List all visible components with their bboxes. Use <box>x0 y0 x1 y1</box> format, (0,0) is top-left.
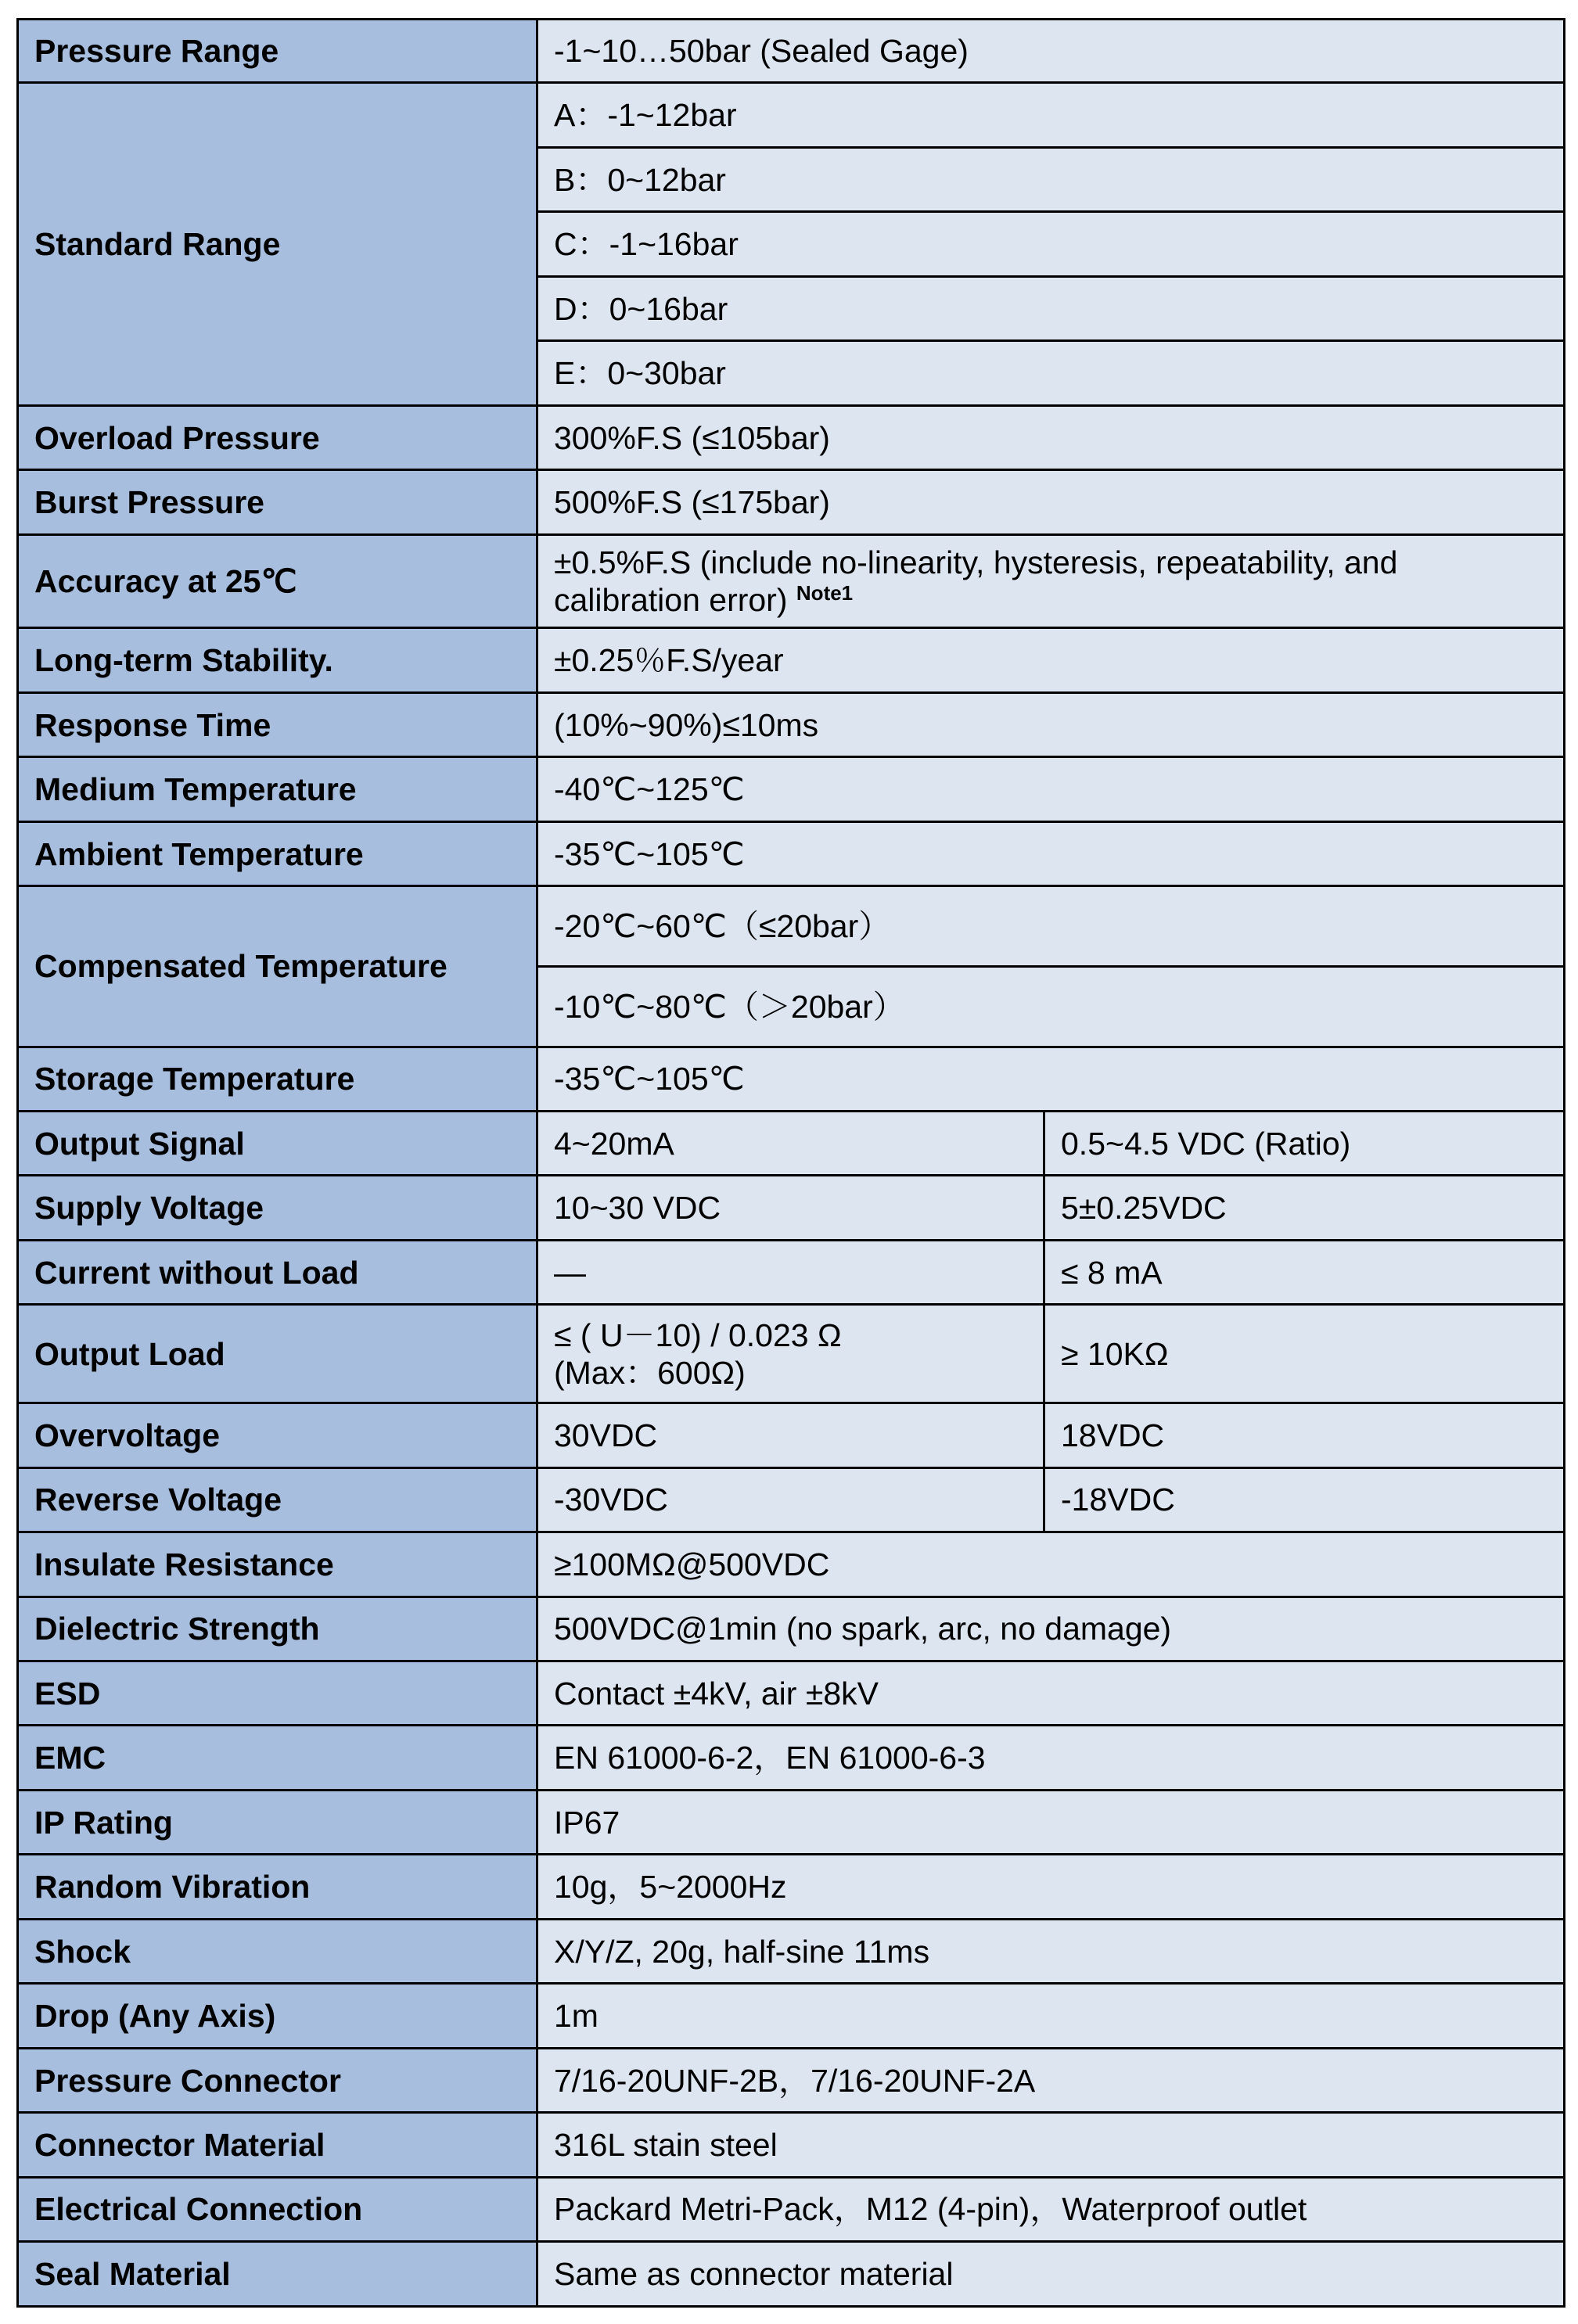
row-label: Supply Voltage <box>18 1176 537 1240</box>
row-label: Drop (Any Axis) <box>18 1984 537 2048</box>
table-row <box>18 1240 1565 1304</box>
voltage-output-value: 18VDC <box>1044 1403 1565 1467</box>
table-row <box>18 1726 1565 1790</box>
row-value: Packard Metri-Pack，M12 (4-pin)，Waterproof outlet <box>537 2177 1565 2241</box>
table-row <box>18 1403 1565 1467</box>
spec-table <box>16 18 1565 2308</box>
row-label: Burst Pressure <box>18 470 537 534</box>
table-row <box>18 1532 1565 1597</box>
table-row <box>18 83 1565 147</box>
table-row <box>18 821 1565 885</box>
row-value: B：0~12bar <box>537 147 1565 211</box>
table-row <box>18 1305 1565 1403</box>
row-label: Overvoltage <box>18 1403 537 1467</box>
table-row <box>18 628 1565 692</box>
row-label: Standard Range <box>18 83 537 405</box>
table-row <box>18 1919 1565 1983</box>
row-label: Electrical Connection <box>18 2177 537 2241</box>
current-output-value: 4~20mA <box>537 1111 1044 1175</box>
row-value: C：-1~16bar <box>537 212 1565 276</box>
table-row <box>18 20 1565 83</box>
value-text: calibration error) <box>554 582 788 619</box>
table-row <box>18 757 1565 821</box>
row-label: Seal Material <box>18 2242 537 2307</box>
row-label: Ambient Temperature <box>18 821 537 885</box>
row-label: Long-term Stability. <box>18 628 537 692</box>
row-value: 10g，5~2000Hz <box>537 1855 1565 1919</box>
row-value: -10℃~80℃（＞20bar） <box>537 966 1565 1047</box>
table-row <box>18 1790 1565 1854</box>
voltage-output-value: ≤ 8 mA <box>1044 1240 1565 1304</box>
row-value: 1m <box>537 1984 1565 2048</box>
voltage-output-value: 5±0.25VDC <box>1044 1176 1565 1240</box>
row-label: Reverse Voltage <box>18 1467 537 1532</box>
current-output-value: -30VDC <box>537 1467 1044 1532</box>
row-value: 300%F.S (≤105bar) <box>537 405 1565 469</box>
row-label: Pressure Range <box>18 20 537 83</box>
row-value: -35℃~105℃ <box>537 821 1565 885</box>
row-label: Compensated Temperature <box>18 886 537 1047</box>
row-value: EN 61000-6-2，EN 61000-6-3 <box>537 1726 1565 1790</box>
row-value: ±0.25％F.S/year <box>537 628 1565 692</box>
row-value: -35℃~105℃ <box>537 1047 1565 1111</box>
value-line: ≤ ( U－10) / 0.023 Ω <box>554 1316 842 1353</box>
table-row <box>18 1176 1565 1240</box>
table-row <box>18 1855 1565 1919</box>
current-output-value: — <box>537 1240 1044 1304</box>
row-value: X/Y/Z, 20g, half-sine 11ms <box>537 1919 1565 1983</box>
voltage-output-value: -18VDC <box>1044 1467 1565 1532</box>
row-label: Output Signal <box>18 1111 537 1175</box>
table-row <box>18 534 1565 628</box>
row-label: Accuracy at 25℃ <box>18 534 537 628</box>
table-row <box>18 1467 1565 1532</box>
row-value: -1~10…50bar (Sealed Gage) <box>537 20 1565 83</box>
row-value: -20℃~60℃（≤20bar） <box>537 886 1565 967</box>
row-value: 500VDC@1min (no spark, arc, no damage) <box>537 1597 1565 1661</box>
row-label: Current without Load <box>18 1240 537 1304</box>
table-row <box>18 1984 1565 2048</box>
row-label: Shock <box>18 1919 537 1983</box>
table-row <box>18 1597 1565 1661</box>
row-value: 500%F.S (≤175bar) <box>537 470 1565 534</box>
row-label: Random Vibration <box>18 1855 537 1919</box>
note-marker: Note1 <box>796 581 854 605</box>
value-line: (Max：600Ω) <box>554 1354 746 1391</box>
voltage-output-value: 0.5~4.5 VDC (Ratio) <box>1044 1111 1565 1175</box>
row-label: Medium Temperature <box>18 757 537 821</box>
row-value: Same as connector material <box>537 2242 1565 2307</box>
row-label: EMC <box>18 1726 537 1790</box>
value-line <box>554 581 1547 619</box>
value-line: ±0.5%F.S (include no-linearity, hysteresis, repeatability, and <box>554 544 1398 581</box>
row-label: Response Time <box>18 692 537 756</box>
row-label: ESD <box>18 1661 537 1725</box>
table-row <box>18 2048 1565 2112</box>
row-value: ≥100MΩ@500VDC <box>537 1532 1565 1597</box>
table-row <box>18 1661 1565 1725</box>
row-label: Output Load <box>18 1305 537 1403</box>
row-value: E：0~30bar <box>537 341 1565 405</box>
row-value: (10%~90%)≤10ms <box>537 692 1565 756</box>
table-row <box>18 470 1565 534</box>
current-output-value: 30VDC <box>537 1403 1044 1467</box>
row-label: Insulate Resistance <box>18 1532 537 1597</box>
row-value: A：-1~12bar <box>537 83 1565 147</box>
row-label: IP Rating <box>18 1790 537 1854</box>
table-row <box>18 405 1565 469</box>
current-output-value: 10~30 VDC <box>537 1176 1044 1240</box>
voltage-output-value: ≥ 10KΩ <box>1044 1305 1565 1403</box>
table-row <box>18 1111 1565 1175</box>
row-value: Contact ±4kV, air ±8kV <box>537 1661 1565 1725</box>
row-value <box>537 534 1565 628</box>
row-label: Connector Material <box>18 2113 537 2177</box>
table-row <box>18 1047 1565 1111</box>
table-row <box>18 2177 1565 2241</box>
row-label: Overload Pressure <box>18 405 537 469</box>
table-row <box>18 2242 1565 2307</box>
row-value: 316L stain steel <box>537 2113 1565 2177</box>
table-row <box>18 886 1565 967</box>
row-label: Storage Temperature <box>18 1047 537 1111</box>
row-value: IP67 <box>537 1790 1565 1854</box>
table-row <box>18 2113 1565 2177</box>
row-label: Dielectric Strength <box>18 1597 537 1661</box>
row-value: D：0~16bar <box>537 276 1565 340</box>
table-row <box>18 692 1565 756</box>
row-label: Pressure Connector <box>18 2048 537 2112</box>
row-value: 7/16-20UNF-2B，7/16-20UNF-2A <box>537 2048 1565 2112</box>
row-value: -40℃~125℃ <box>537 757 1565 821</box>
current-output-value <box>537 1305 1044 1403</box>
